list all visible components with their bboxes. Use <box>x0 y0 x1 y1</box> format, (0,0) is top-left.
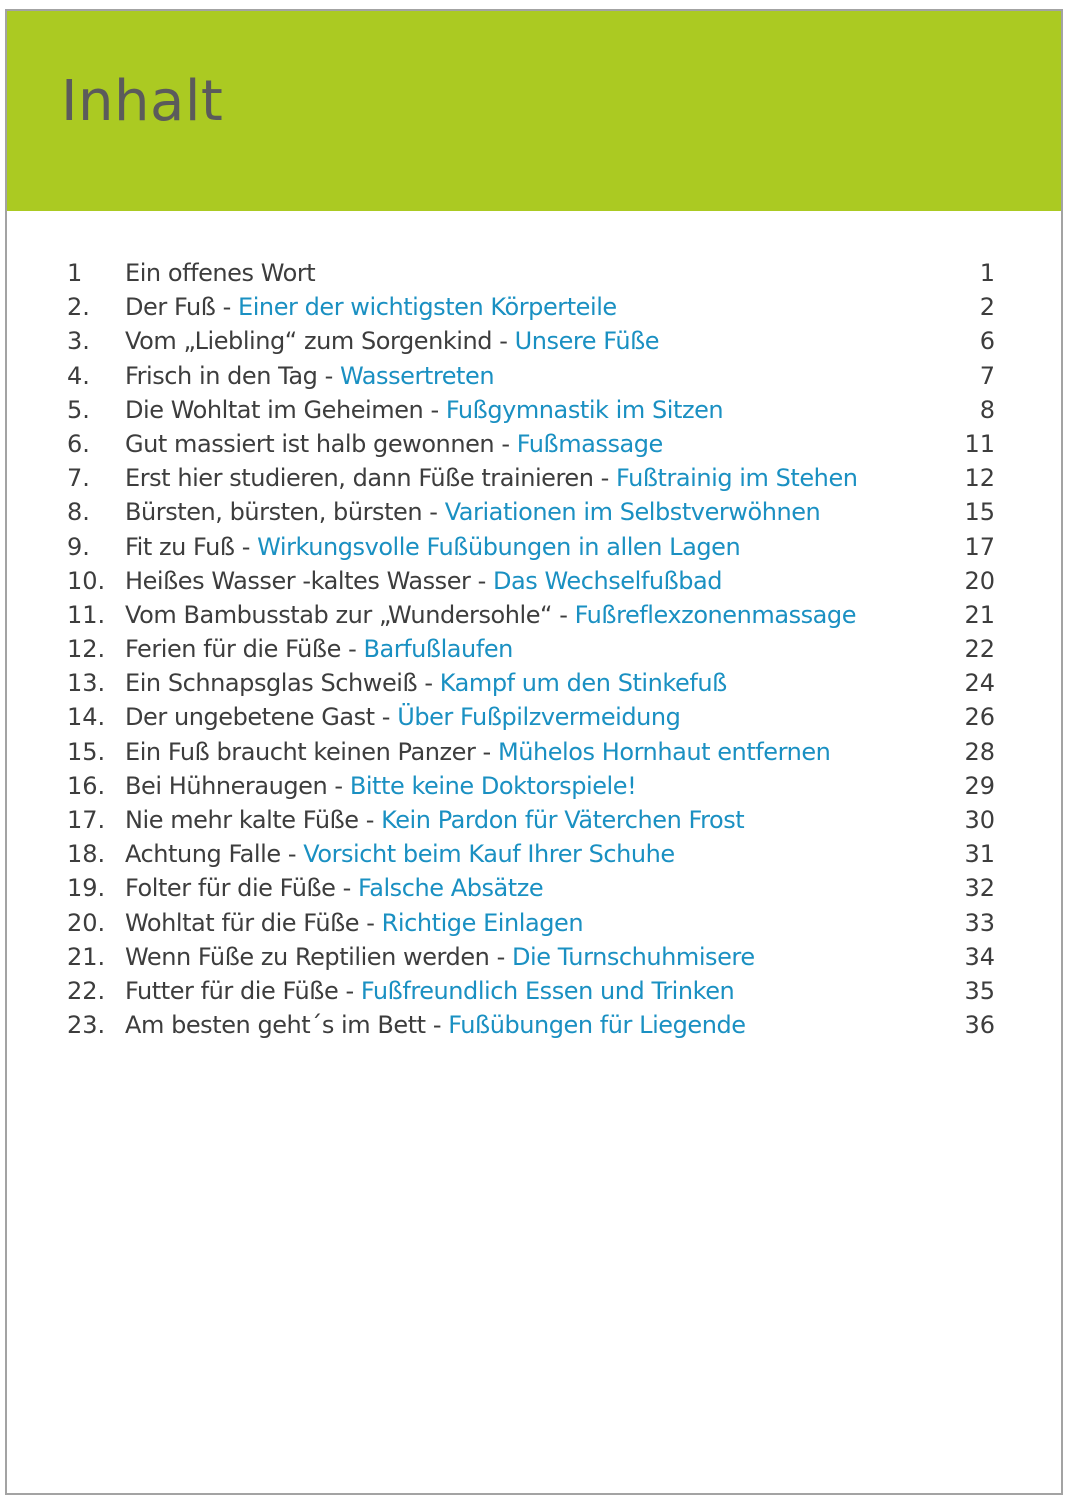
toc-entry-number: 17. <box>67 806 106 834</box>
toc-entry-page-number: 21 <box>964 600 995 629</box>
toc-entry-subtitle: Fußfreundlich Essen und Trinken <box>360 976 735 1005</box>
toc-entry-title: Ein Fuß braucht keinen Panzer <box>125 737 476 766</box>
toc-entry-page-number: 17 <box>964 532 995 561</box>
toc-entry-text <box>125 769 636 803</box>
toc-entry-separator: - <box>215 293 238 322</box>
toc-entry-number: 20. <box>67 908 106 937</box>
toc-entry-subtitle: Fußreflexzonenmassage <box>574 600 857 629</box>
table-of-contents <box>7 256 1061 1042</box>
toc-entry-subtitle: Fußmassage <box>516 429 663 458</box>
toc-entry-title: Ein Schnapsglas Schweiß <box>125 669 418 698</box>
toc-entry[interactable] <box>7 324 1061 358</box>
toc-entry-separator: - <box>425 1011 449 1040</box>
toc-entry-text <box>125 359 494 393</box>
toc-entry[interactable] <box>7 290 1061 324</box>
toc-entry-number: 23. <box>67 1011 106 1040</box>
toc-entry-number: 11. <box>67 600 106 629</box>
toc-entry-text <box>125 393 723 427</box>
toc-entry-page-number: 6 <box>979 327 995 356</box>
toc-entry-subtitle: Kein Pardon für Väterchen Frost <box>381 806 745 834</box>
toc-entry[interactable] <box>7 906 1061 940</box>
toc-entry-page-number: 30 <box>964 806 995 834</box>
toc-entry-page-number: 35 <box>964 976 995 1005</box>
toc-entry-separator: - <box>374 703 398 732</box>
toc-entry-separator: - <box>593 464 617 493</box>
toc-entry-page-number: 2 <box>979 293 995 322</box>
toc-entry-number: 18. <box>67 840 106 869</box>
toc-entry-text <box>125 906 583 940</box>
toc-entry-subtitle: Fußübungen für Liegende <box>448 1011 746 1040</box>
toc-entry-separator: - <box>340 635 364 664</box>
toc-entry[interactable] <box>7 871 1061 905</box>
toc-entry-subtitle: Bitte keine Doktorspiele! <box>349 771 637 800</box>
toc-entry-number: 9. <box>67 532 90 561</box>
toc-entry-subtitle: Fußtrainig im Stehen <box>616 464 858 493</box>
toc-entry-separator: - <box>280 840 304 869</box>
toc-entry-text <box>125 1008 746 1042</box>
toc-entry-separator: - <box>358 806 382 834</box>
toc-entry-title: Frisch in den Tag <box>125 361 318 390</box>
toc-entry-text <box>125 324 659 358</box>
toc-entry[interactable] <box>7 632 1061 666</box>
toc-entry-subtitle: Barfußlaufen <box>363 635 513 664</box>
toc-entry-number: 13. <box>67 669 106 698</box>
toc-entry-separator: - <box>423 395 446 424</box>
toc-entry[interactable] <box>7 974 1061 1008</box>
toc-entry-page-number: 15 <box>964 498 995 527</box>
toc-entry-separator: - <box>417 669 440 698</box>
toc-entry-page-number: 26 <box>964 703 995 732</box>
toc-entry-title: Wohltat für die Füße <box>125 908 360 937</box>
toc-entry-number: 21. <box>67 942 106 971</box>
toc-entry-page-number: 22 <box>964 635 995 664</box>
toc-entry-text <box>125 290 617 324</box>
toc-entry[interactable] <box>7 495 1061 529</box>
toc-entry[interactable] <box>7 530 1061 564</box>
toc-entry-text <box>125 461 858 495</box>
toc-entry-title: Vom Bambusstab zur „Wundersohle“ <box>125 600 553 629</box>
toc-entry-number: 5. <box>67 395 90 424</box>
toc-entry-number: 19. <box>67 874 106 903</box>
toc-entry-number: 14. <box>67 703 106 732</box>
toc-entry-text <box>125 495 820 529</box>
toc-entry-title: Gut massiert ist halb gewonnen <box>125 429 495 458</box>
toc-entry-separator: - <box>327 771 350 800</box>
toc-entry-subtitle: Falsche Absätze <box>358 874 544 903</box>
toc-entry[interactable] <box>7 359 1061 393</box>
toc-entry[interactable] <box>7 803 1061 837</box>
toc-entry-text <box>125 632 513 666</box>
toc-entry-subtitle: Unsere Füße <box>514 327 660 356</box>
toc-entry-title: Ein offenes Wort <box>125 259 316 287</box>
toc-entry-text <box>125 803 744 837</box>
toc-entry-title: Heißes Wasser -kaltes Wasser <box>125 566 471 595</box>
toc-entry-page-number: 7 <box>979 361 995 390</box>
toc-entry-separator: - <box>492 327 515 356</box>
toc-entry-separator: - <box>552 600 575 629</box>
toc-entry-subtitle: Richtige Einlagen <box>381 908 584 937</box>
toc-entry-title: Wenn Füße zu Reptilien werden <box>125 942 490 971</box>
toc-entry-title: Der ungebetene Gast <box>125 703 375 732</box>
toc-entry-subtitle: Wirkungsvolle Fußübungen in allen Lagen <box>257 532 741 561</box>
toc-entry-subtitle: Vorsicht beim Kauf Ihrer Schuhe <box>303 840 675 869</box>
toc-entry-subtitle: Wassertreten <box>340 361 495 390</box>
toc-entry[interactable] <box>7 940 1061 974</box>
toc-entry-separator: - <box>470 566 494 595</box>
toc-entry-separator: - <box>234 532 258 561</box>
toc-entry-number: 15. <box>67 737 106 766</box>
toc-entry[interactable] <box>7 256 1061 290</box>
toc-entry-text <box>125 871 543 905</box>
toc-entry-text <box>125 598 856 632</box>
toc-entry-number: 4. <box>67 361 90 390</box>
toc-entry-page-number: 36 <box>964 1011 995 1040</box>
toc-entry-page-number: 28 <box>964 737 995 766</box>
toc-entry[interactable] <box>7 427 1061 461</box>
toc-entry-title: Der Fuß <box>125 293 216 322</box>
toc-entry-page-number: 11 <box>964 429 995 458</box>
toc-entry-title: Am besten geht´s im Bett <box>125 1011 426 1040</box>
toc-entry-title: Ferien für die Füße <box>125 635 341 664</box>
toc-entry-page-number: 8 <box>979 395 995 424</box>
toc-entry-page-number: 34 <box>964 942 995 971</box>
toc-entry-separator: - <box>338 976 361 1005</box>
toc-entry-title: Achtung Falle <box>125 840 281 869</box>
toc-entry-title: Futter für die Füße <box>125 976 339 1005</box>
toc-entry-number: 12. <box>67 635 106 664</box>
toc-entry-separator: - <box>475 737 498 766</box>
toc-entry-page-number: 20 <box>964 566 995 595</box>
toc-entry-subtitle: Einer der wichtigsten Körperteile <box>238 293 617 322</box>
toc-entry-number: 8. <box>67 498 90 527</box>
toc-entry-title: Fit zu Fuß <box>125 532 235 561</box>
header-band <box>7 11 1061 211</box>
toc-entry-separator: - <box>359 908 382 937</box>
toc-entry[interactable] <box>7 461 1061 495</box>
toc-entry[interactable] <box>7 1008 1061 1042</box>
book-page <box>5 9 1063 1495</box>
toc-entry-text <box>125 974 734 1008</box>
toc-entry-text <box>125 700 680 734</box>
toc-entry-title: Nie mehr kalte Füße <box>125 806 359 834</box>
toc-entry-number: 3. <box>67 327 90 356</box>
toc-entry-separator: - <box>317 361 341 390</box>
toc-entry-subtitle: Mühelos Hornhaut entfernen <box>497 737 831 766</box>
toc-entry-subtitle: Variationen im Selbstverwöhnen <box>444 498 821 527</box>
toc-entry-subtitle: Fußgymnastik im Sitzen <box>445 395 724 424</box>
toc-entry-page-number: 12 <box>964 464 995 493</box>
toc-entry-text <box>125 256 315 290</box>
toc-entry[interactable] <box>7 837 1061 871</box>
toc-entry-page-number: 1 <box>979 259 995 287</box>
toc-entry-number: 16. <box>67 771 106 800</box>
toc-entry-number: 2. <box>67 293 90 322</box>
toc-entry-separator: - <box>489 942 512 971</box>
toc-entry-text <box>125 564 722 598</box>
toc-entry-number: 6. <box>67 429 90 458</box>
toc-entry-page-number: 24 <box>964 669 995 698</box>
toc-entry-text <box>125 837 675 871</box>
toc-entry[interactable] <box>7 598 1061 632</box>
toc-entry[interactable] <box>7 393 1061 427</box>
toc-entry-separator: - <box>422 498 445 527</box>
toc-entry-page-number: 32 <box>964 874 995 903</box>
toc-entry-number: 10. <box>67 566 106 595</box>
toc-entry[interactable] <box>7 564 1061 598</box>
toc-entry-title: Die Wohltat im Geheimen <box>125 395 424 424</box>
toc-entry-text <box>125 427 663 461</box>
toc-entry-subtitle: Das Wechselfußbad <box>493 566 723 595</box>
toc-entry-text <box>125 735 830 769</box>
toc-entry-title: Bürsten, bürsten, bürsten <box>125 498 423 527</box>
toc-entry-page-number: 33 <box>964 908 995 937</box>
toc-entry[interactable] <box>7 666 1061 700</box>
toc-entry-subtitle: Die Turnschuhmisere <box>512 942 755 971</box>
toc-entry-page-number: 29 <box>964 771 995 800</box>
toc-entry-subtitle: Kampf um den Stinkefuß <box>439 669 727 698</box>
toc-entry-title: Bei Hühneraugen <box>125 771 328 800</box>
toc-entry-text <box>125 666 727 700</box>
toc-entry-subtitle: Über Fußpilzvermeidung <box>397 703 681 732</box>
toc-entry-separator: - <box>335 874 359 903</box>
toc-entry-title: Erst hier studieren, dann Füße trainieren <box>125 464 594 493</box>
toc-entry-number: 1 <box>67 259 83 287</box>
toc-entry-separator: - <box>494 429 517 458</box>
toc-entry-number: 22. <box>67 976 106 1005</box>
toc-entry-text <box>125 940 755 974</box>
toc-entry-title: Vom „Liebling“ zum Sorgenkind <box>125 327 493 356</box>
toc-entry[interactable] <box>7 769 1061 803</box>
toc-entry-page-number: 31 <box>964 840 995 869</box>
toc-entry[interactable] <box>7 735 1061 769</box>
toc-entry-number: 7. <box>67 464 90 493</box>
toc-entry[interactable] <box>7 700 1061 734</box>
toc-entry-text <box>125 530 740 564</box>
toc-entry-title: Folter für die Füße <box>125 874 336 903</box>
page-title: Inhalt <box>61 69 224 134</box>
